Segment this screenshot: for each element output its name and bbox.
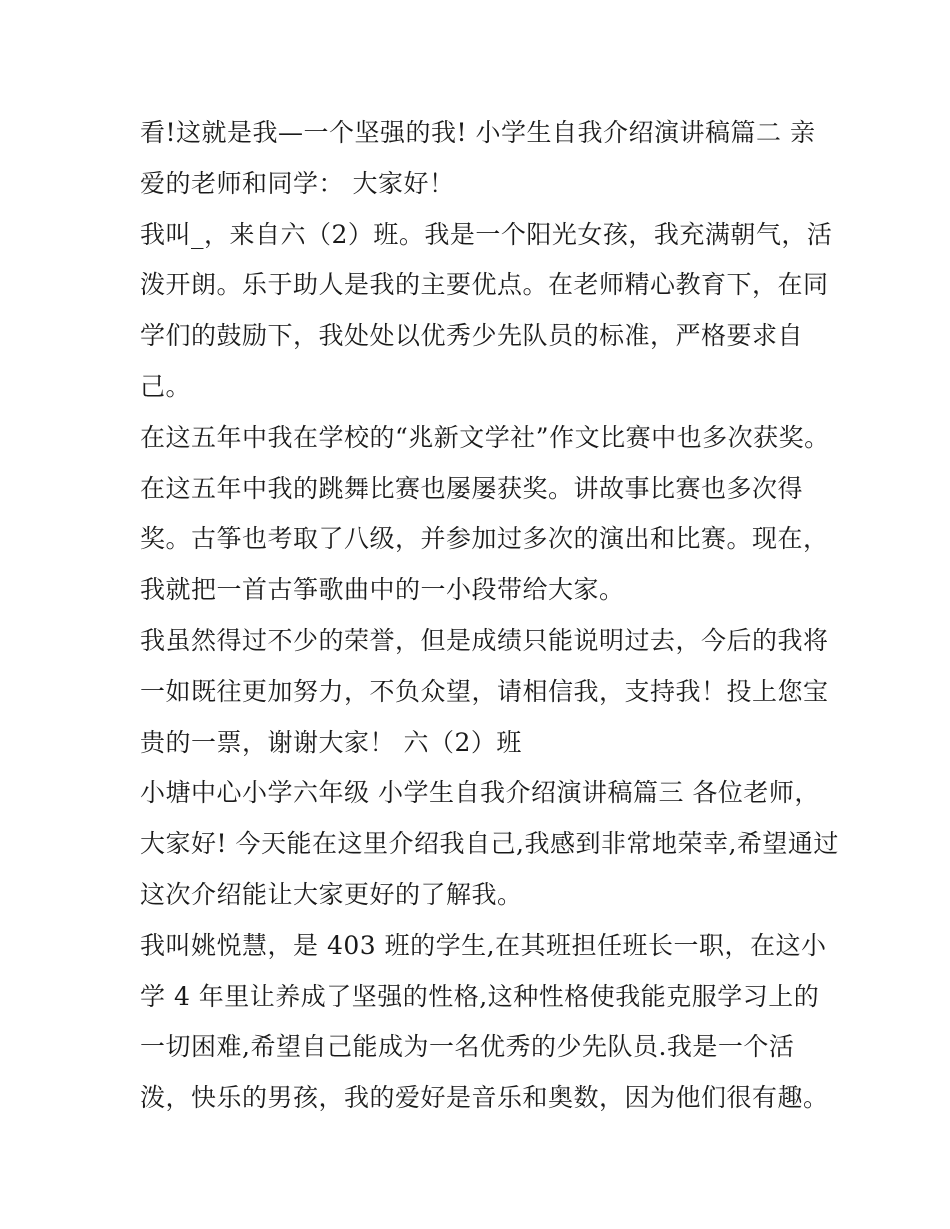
text-line: 在这五年中我的跳舞比赛也屡屡获奖。讲故事比赛也多次得 xyxy=(140,473,804,503)
document-body xyxy=(140,108,839,1124)
text-line: 我叫姚悦慧，是 403 班的学生,在其班担任班长一职，在这小 xyxy=(140,930,827,960)
text-line: 泼，快乐的男孩，我的爱好是音乐和奥数，因为他们很有趣。 xyxy=(140,1083,829,1113)
text-line: 泼开朗。乐于助人是我的主要优点。在老师精心教育下，在同 xyxy=(140,270,829,300)
text-line: 学 4 年里让养成了坚强的性格,这种性格使我能克服学习上的 xyxy=(140,981,820,1011)
text-line: 一如既往更加努力，不负众望，请相信我，支持我！投上您宝 xyxy=(140,676,829,706)
text-line: 奖。古筝也考取了八级，并参加过多次的演出和比赛。现在， xyxy=(140,524,829,554)
text-line: 己。 xyxy=(140,371,192,401)
text-line: 这次介绍能让大家更好的了解我。 xyxy=(140,879,523,909)
text-line: 我就把一首古筝歌曲中的一小段带给大家。 xyxy=(140,575,625,605)
text-line: 在这五年中我在学校的“兆新文学社”作文比赛中也多次获奖。 xyxy=(140,422,830,452)
text-line: 小塘中心小学六年级 小学生自我介绍演讲稿篇三 各位老师， xyxy=(140,778,820,808)
text-line: 贵的一票，谢谢大家！ 六（2）班 xyxy=(140,727,522,757)
text-line: 学们的鼓励下，我处处以优秀少先队员的标准，严格要求自 xyxy=(140,321,804,351)
text-line: 看!这就是我—一个坚强的我! 小学生自我介绍演讲稿篇二 亲 xyxy=(140,118,816,147)
text-line: 爱的老师和同学： 大家好！ xyxy=(140,168,455,198)
text-line: 我虽然得过不少的荣誉，但是成绩只能说明过去，今后的我将 xyxy=(140,625,829,655)
text-line: 大家好! 今天能在这里介绍我自己,我感到非常地荣幸,希望通过 xyxy=(140,829,839,859)
text-line: 一切困难,希望自己能成为一名优秀的少先队员.我是一个活 xyxy=(140,1032,795,1062)
text-line: 我叫_，来自六（2）班。我是一个阳光女孩，我充满朝气，活 xyxy=(140,219,833,249)
